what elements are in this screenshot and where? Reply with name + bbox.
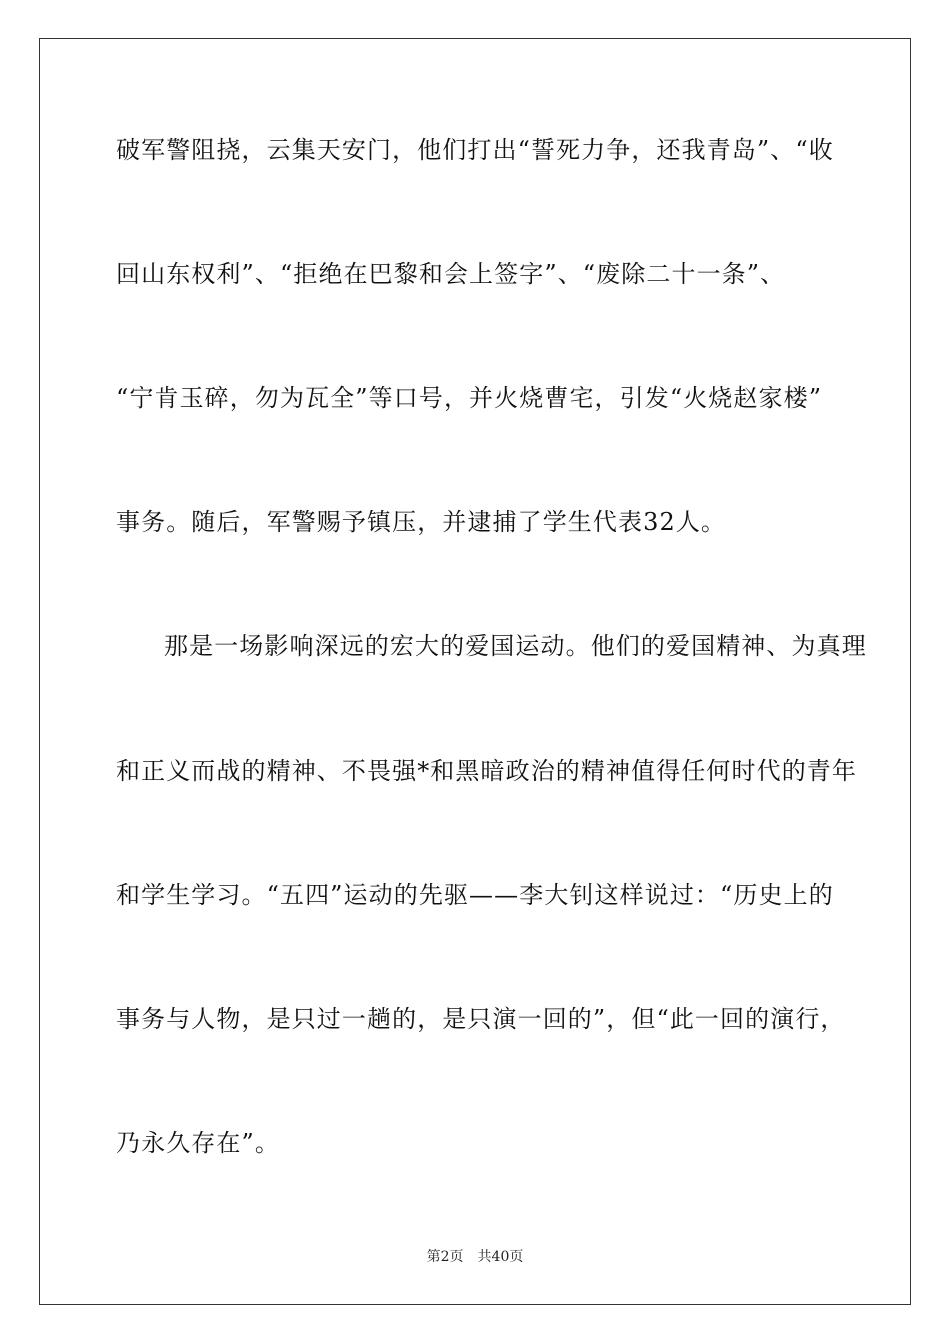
page-number: 第2页 bbox=[426, 1249, 464, 1265]
text-line: 事务。随后，军警赐予镇压，并逮捕了学生代表32人。 bbox=[116, 508, 727, 536]
page-footer bbox=[0, 1248, 950, 1266]
page-total: 共40页 bbox=[477, 1249, 524, 1265]
text-line: 和正义而战的精神、不畏强*和黑暗政治的精神值得任何时代的青年 bbox=[116, 757, 857, 785]
text-line: 事务与人物，是只过一趟的，是只演一回的”，但“此一回的演行， bbox=[116, 1005, 846, 1033]
page-frame bbox=[39, 38, 911, 1305]
text-line: 那是一场影响深远的宏大的爱国运动。他们的爱国精神、为真理 bbox=[164, 632, 867, 660]
text-line: “宁肯玉碎，勿为瓦全”等口号，并火烧曹宅，引发“火烧赵家楼” bbox=[116, 384, 823, 412]
text-line: 乃永久存在”。 bbox=[116, 1129, 280, 1157]
text-line: 破军警阻挠，云集天安门，他们打出“誓死力争，还我青岛”、“收 bbox=[116, 136, 834, 164]
text-line: 和学生学习。“五四”运动的先驱——李大钊这样说过：“历史上的 bbox=[116, 881, 834, 909]
text-line: 回山东权利”、“拒绝在巴黎和会上签字”、“废除二十一条”、 bbox=[116, 260, 786, 288]
